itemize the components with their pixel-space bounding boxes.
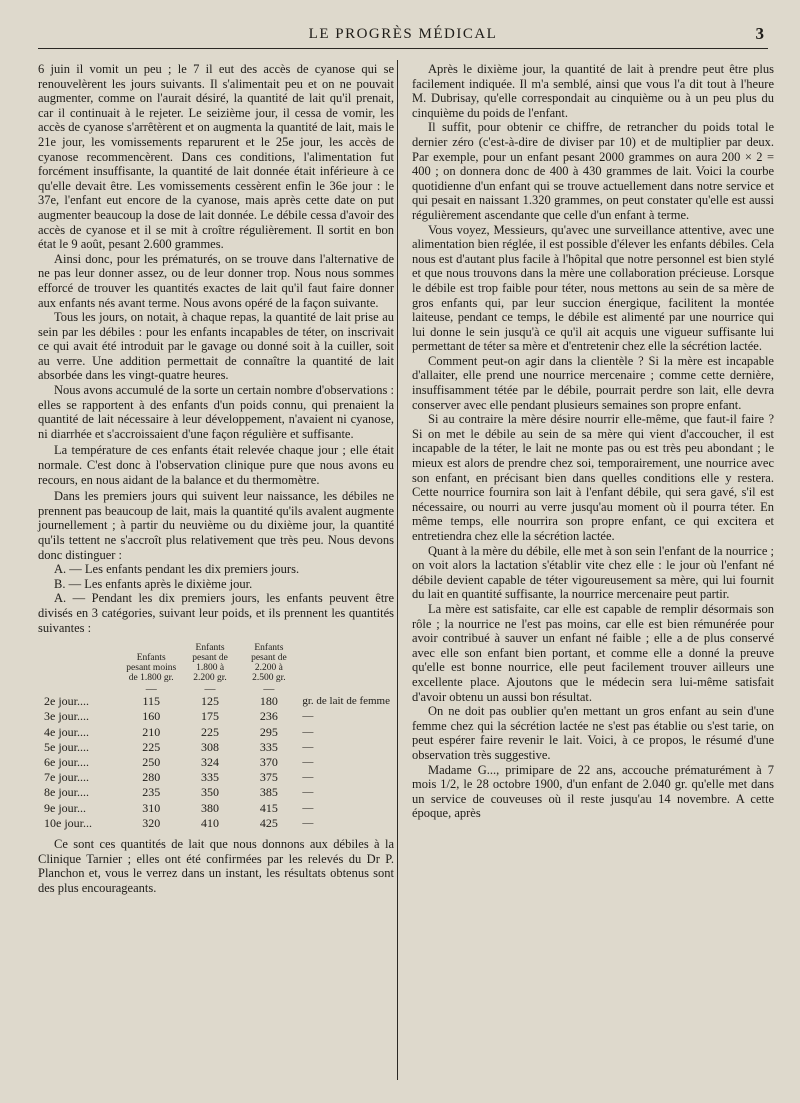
- quantity-cell: 385: [259, 785, 278, 800]
- quantity-cell: 350: [201, 785, 220, 800]
- day-cell: 4e jour....: [44, 724, 89, 739]
- quantity-cell: 335: [201, 770, 220, 785]
- day-cell: 3e jour....: [44, 709, 89, 724]
- list-item-b: B. — Les enfants après le dixième jour.: [54, 576, 253, 591]
- quantity-cell: 175: [201, 709, 220, 724]
- table-row: [40, 725, 394, 740]
- paragraph: 6 juin il vomit un peu ; le 7 il eut des accès de cyanose qui se renouvelèrent les jours suivants. Il s'alimentait peu et on ne pouvait augmenter, comme on l'aurait désiré, la quantité de lait qu'il prenait, car il continuait à le rejeter. Le seizième jour, il cessa de vomir, les accès de cyanose s'arrêtèrent et on augmenta la quantité de lait, mais le 21e jour, les vomissements reparurent et le 25e jour, les accès de cyanose recommencèrent. Dans ces conditions, l'alimentation fut forcément insuffisante, la quantité de lait donnée était inférieure à ce qu'elle devait être. Les vomissements cessèrent enfin le 36e jour : le 37e, l'enfant eut encore de la cyanose, mais après cette date on put augmenter beaucoup la dose de lait donnée. Le débile cessa d'avoir des accès de cyanose et il se mit à croître régulièrement. Il sortit en bon état le 9 août, pesant 2.600 grammes.: [38, 62, 394, 252]
- column-divider: [397, 60, 398, 1080]
- quantity-cell: 115: [142, 694, 160, 709]
- paragraph: Après le dixième jour, la quantité de lait à prendre peut être plus facilement indiquée. Il m'a semblé, ainsi que vous l'a dit tout à l'heure M. Dubrisay, qu'elle correspondait au cinquième ou à un peu plus du cinquième du poids de l'enfant.: [412, 62, 774, 120]
- day-cell: 10e jour...: [44, 815, 92, 830]
- quantity-cell: 410: [201, 815, 220, 830]
- quantity-cell: 125: [201, 694, 220, 709]
- quantity-cell: 250: [142, 754, 161, 769]
- day-cell: 8e jour....: [44, 785, 89, 800]
- dash-mark: —: [263, 683, 275, 696]
- paragraph: Il suffit, pour obtenir ce chiffre, de retrancher du poids total le dernier zéro (c'est-à-dire de diviser par 10) et de multiplier par deux. Par exemple, pour un enfant pesant 2000 grammes on aura 200 × 2 = 400 ; on donnera donc de 400 à 430 grammes de lait. Voici la courbe quotidienne d'un enfant qui se trouve actuellement dans notre service et qui pesait en naissant 1.320 grammes, on peut constater qu'elle est aussi régulièrement ascendante que celle d'un enfant à terme.: [412, 120, 774, 222]
- quantity-cell: 310: [142, 800, 161, 815]
- right-column: [412, 62, 774, 821]
- day-cell: 7e jour....: [44, 770, 89, 785]
- unit-cell: —: [302, 725, 314, 738]
- quantity-cell: 225: [142, 739, 161, 754]
- table-header-cell: Enfants pesant de 2.200 à 2.500 gr.: [251, 643, 287, 684]
- table-header-cell: [40, 643, 122, 685]
- day-cell: 5e jour....: [44, 739, 89, 754]
- table-header-cell: Enfants pesant de 1.800 à 2.200 gr.: [192, 643, 228, 684]
- unit-cell: —: [302, 740, 314, 753]
- quantity-cell: 320: [142, 815, 161, 830]
- quantity-cell: 324: [201, 754, 220, 769]
- quantity-cell: 210: [142, 724, 161, 739]
- table-header-cell: Enfants pesant moins de 1.800 gr.: [126, 653, 177, 684]
- quantity-cell: 375: [259, 770, 278, 785]
- paragraph: La température de ces enfants était relevée chaque jour ; elle était normale. C'est donc à l'observation clinique pure que nous avons eu recours, en nous aidant de la balance et du thermomètre.: [38, 443, 394, 487]
- table-header-row: [40, 643, 394, 685]
- table-header-cell: [298, 643, 394, 685]
- quantity-cell: 236: [259, 709, 278, 724]
- table-dash-row: [40, 685, 394, 694]
- day-cell: 2e jour....: [44, 694, 89, 709]
- table-row: [40, 694, 394, 709]
- quantity-cell: 425: [259, 815, 278, 830]
- left-column: [38, 62, 394, 895]
- unit-cell: —: [302, 710, 314, 723]
- quantity-cell: 415: [259, 800, 278, 815]
- unit-cell: —: [302, 816, 314, 829]
- list-item-a: A. — Les enfants pendant les dix premiers jours.: [54, 562, 300, 577]
- paragraph: Dans les premiers jours qui suivent leur naissance, les débiles ne prennent pas beaucoup de lait, mais la quantité qu'ils avalent augmente journellement ; à partir du neuvième ou du dixième jour, la quantité qu'ils tettent ne s'accroît plus relativement que très peu. Nous devons donc distinguer :: [38, 489, 394, 562]
- paragraph: Quant à la mère du débile, elle met à son sein l'enfant de la nourrice ; on voit alors la lactation s'établir vite chez elle : le jour où l'enfant né débile devient capable de téter vigoureusement sa mère, qui lui fournit du lait en quantité suffisante, la nourrice mercenaire peut partir.: [412, 543, 774, 602]
- running-header: [38, 22, 768, 49]
- page-number: 3: [755, 24, 764, 43]
- unit-cell: —: [302, 801, 314, 814]
- table-row: [40, 816, 394, 831]
- dash-mark: —: [204, 683, 216, 696]
- quantity-cell: 380: [201, 800, 220, 815]
- table-body: [40, 685, 394, 831]
- paragraph: Ainsi donc, pour les prématurés, on se trouve dans l'alternative de ne pas leur donner assez, ou de leur donner trop. Nous nous sommes efforcé de trouver les quantités exactes de lait qu'il faut faire donner aux enfants nés avant terme. Nous avons opéré de la façon suivante.: [38, 251, 394, 310]
- quantity-cell: 225: [201, 724, 220, 739]
- table-row: [40, 755, 394, 770]
- table-row: [40, 785, 394, 800]
- quantity-cell: 180: [259, 694, 278, 709]
- paragraph: Nous avons accumulé de la sorte un certain nombre d'observations : elles se rapportent à des enfants d'un poids connu, qui prenaient la quantité de lait nécessaire à leur développement, n'avaient ni cyanose, ni diarrhée et s'accroissaient d'une façon régulière et suffisante.: [38, 383, 394, 441]
- quantity-cell: 280: [142, 770, 161, 785]
- table-row: [40, 740, 394, 755]
- paragraph: Vous voyez, Messieurs, qu'avec une surveillance attentive, avec une alimentation bien réglée, il est possible d'élever les enfants débiles. Cela nous est d'autant plus facile à l'hôpital que notre personnel est bien stylé et que nous trouvons dans la mère une collaboration précieuse. Lorsque le débile est trop faible pour téter, nous mettons au sein de sa mère de gros enfants qui, par leur succion énergique, facilitent la montée laiteuse, pendant ce temps, le débile est alimenté par une nourrice qui lui donne le sein jusqu'à ce qu'il ait acquis une vigueur suffisante lui permettant de téter sa mère et d'entretenir chez elle la sécrétion lactée.: [412, 222, 774, 354]
- unit-cell: —: [302, 771, 314, 784]
- quantity-cell: 295: [259, 724, 278, 739]
- paragraph: Si au contraire la mère désire nourrir elle-même, que faut-il faire ? Si on met le débile au sein de sa mère qui vient d'accoucher, il est incapable de la téter, le lait ne monte pas ou est très peu abondant ; le mieux est alors de prendre chez soi, temporairement, une nourrice avec son enfant, en précisant bien dans quelles conditions elle y restera. Cette nourrice fournira son lait à l'enfant débile, qui sera gavé, s'il est nécessaire, ou nourri au verre jusqu'au moment où il pourra téter. En même temps, elle nourrira son propre enfant, ce qui excitera et entretiendra chez elle la sécrétion lactée.: [412, 412, 774, 543]
- table-row: [40, 770, 394, 785]
- paragraph: Ce sont ces quantités de lait que nous donnons aux débiles à la Clinique Tarnier ; elles ont été confirmées par les relevés du Dr P. Planchon et, vous le verrez dans un instant, les résultats obtenus sont des plus encourageants.: [38, 836, 394, 895]
- quantity-cell: 335: [259, 739, 278, 754]
- feeding-table: [40, 643, 394, 831]
- table-row: [40, 801, 394, 816]
- quantity-cell: 160: [142, 709, 161, 724]
- quantity-cell: 308: [201, 739, 220, 754]
- paragraph: La mère est satisfaite, car elle est capable de remplir désormais son rôle ; la nourrice ne l'est pas moins, car elle est bien rémunérée pour avoir contribué à sauver un enfant né faible ; elle a de plus conservé avec elle son enfant bien portant, et comme elle a donné la preuve qu'elle est bonne nourrice, elle peut facilement trouver ailleurs une excellente place. Ajoutons que le médecin sera lui-même satisfait d'avoir obtenu un aussi bon résultat.: [412, 601, 774, 704]
- unit-cell: gr. de lait de femme: [302, 695, 390, 708]
- unit-cell: —: [302, 786, 314, 799]
- paragraph: Madame G..., primipare de 22 ans, accouche prématurément à 7 mois 1/2, le 28 octobre 1900, d'un enfant de 2.040 gr. qu'elle met dans un service de couveuses où il reste jusqu'au 14 novembre. A cette époque, après: [412, 762, 774, 821]
- quantity-cell: 370: [259, 754, 278, 769]
- day-cell: 6e jour....: [44, 754, 89, 769]
- paragraph: A. — Pendant les dix premiers jours, les enfants peuvent être divisés en 3 catégories, suivant leur poids, et ils prennent les quantités suivantes :: [38, 591, 394, 635]
- table-row: [40, 709, 394, 724]
- day-cell: 9e jour...: [44, 800, 86, 815]
- journal-title: LE PROGRÈS MÉDICAL: [308, 26, 498, 42]
- dash-mark: —: [145, 683, 157, 696]
- paragraph: Comment peut-on agir dans la clientèle ? Si la mère est incapable d'allaiter, elle prend une nourrice mercenaire ; comme cette dernière, insuffisamment tétée par le débile, pourrait perdre son lait, elle devra conserver avec elle pendant plusieurs semaines son propre enfant.: [412, 353, 774, 412]
- paragraph: Tous les jours, on notait, à chaque repas, la quantité de lait prise au sein par les débiles : pour les enfants incapables de téter, on inscrivait ce qui avait été introduit par le gavage ou donné soit à la cuiller, soit au verre. Une addition permettait de connaître la quantité de lait absorbée dans les vingt-quatre heures.: [38, 310, 394, 383]
- paragraph: On ne doit pas oublier qu'en mettant un gros enfant au sein d'une femme chez qui la sécrétion lactée ne s'est pas établie ou s'est tarie, on peut espérer faire revenir le lait. Voici, à ce propos, le résumé d'une observation très suggestive.: [412, 704, 774, 762]
- unit-cell: —: [302, 755, 314, 768]
- quantity-cell: 235: [142, 785, 161, 800]
